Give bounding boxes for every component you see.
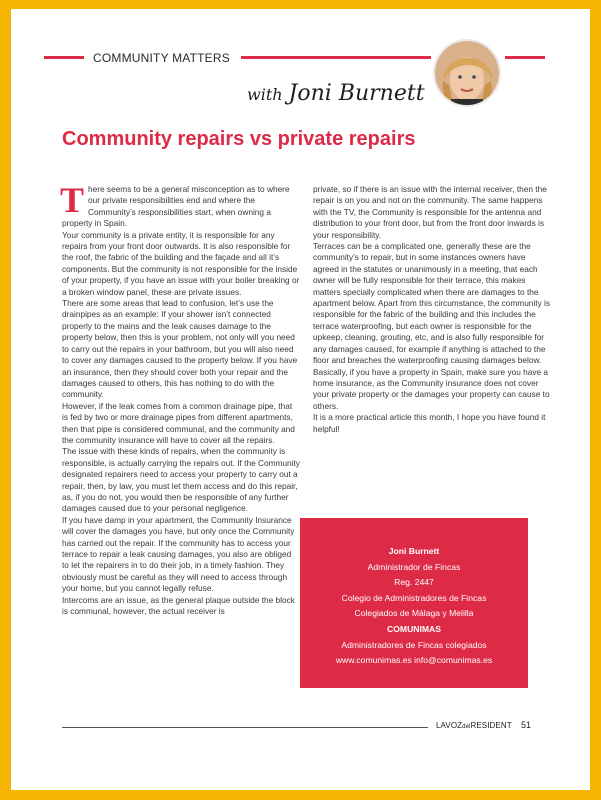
brand-part-b: del bbox=[462, 724, 471, 730]
contact-name: Joni Burnett bbox=[388, 546, 440, 556]
byline-name: Joni Burnett bbox=[288, 81, 425, 106]
publication-logo bbox=[436, 721, 512, 730]
contact-colegio-line1: Colegio de Administradores de Fincas bbox=[341, 592, 487, 603]
article-title: Community repairs vs private repairs bbox=[62, 128, 416, 150]
contact-colegio-line2: Colegiados de Málaga y Melilla bbox=[354, 608, 474, 619]
article-paragraph: Terraces can be a complicated one, generally these are the community’s to repair, but in some instances owners have agreed in the statutes or unanimously in a meeting, that each owner will be fully responsible for their terrace, this makes matters specially complicated when there are damages to the apartment below. Apart from this circumstance, the community is responsible for the fabric of the building and this includes the terrace waterproofing, but each owner is responsible for the upkeep, cleaning, grouting, etc, and is also fully responsible for any damages caused, for example if anything is attached to the floor and breaches the waterproofing causing damages below. bbox=[313, 241, 551, 366]
brand-part-a: LAVOZ bbox=[436, 721, 463, 730]
article-paragraph bbox=[60, 180, 300, 230]
article-paragraph: The issue with these kinds of repairs, when the community is responsible, is actually carrying the repairs out. If the Community designated repairers need to access your property to carry out a repair, then, by law, you must let them access and do this repair, as, if you do not, you would then be responsible of any further damages caused due to your personal negligence. bbox=[62, 446, 300, 514]
magazine-page bbox=[11, 9, 590, 790]
paragraph-text: here seems to be a general misconception as to where our private responsibilities end and where the Community’s responsibilities start, when owning a property in Spain. bbox=[62, 184, 290, 229]
page-number: 51 bbox=[521, 720, 532, 730]
contact-web-email: www.comunimas.es info@comunimas.es bbox=[335, 655, 493, 666]
article-paragraph: Your community is a private entity, it is responsible for any repairs from your front door outwards. It is also responsible for the roof, the fabric of the building and the façade and all it’s components. But the community is not responsible for the inside of your property, if you have an issue with your boiler breaking or a broken window panel, these are private issues. bbox=[62, 229, 300, 297]
section-kicker: COMMUNITY MATTERS bbox=[93, 51, 230, 65]
article-paragraph: If you have damp in your apartment, the Community Insurance will cover the damages you have, but only once the Community has carried out the repair. If the community has to access your terrace to repair a leak causing damages, you also are obliged to let the repairers in to do their job, in a timely fashion. They obviously must be careful as they will need to access through your home, but you cannot legally refuse. bbox=[62, 514, 295, 594]
contact-registration: Reg. 2447 bbox=[394, 577, 434, 588]
article-paragraph: It is a more practical article this month, I hope you have found it helpful! bbox=[313, 412, 546, 434]
article-paragraph: Intercoms are an issue, as the general plaque outside the block is communal, however, the actual receiver is bbox=[62, 594, 295, 617]
author-portrait-illustration bbox=[435, 41, 499, 105]
byline-prefix: with bbox=[247, 85, 283, 104]
brand-part-c: RESIDENT bbox=[470, 721, 512, 730]
header-rule-left bbox=[44, 56, 84, 59]
author-byline bbox=[247, 81, 425, 106]
contact-company: COMUNIMAS bbox=[387, 623, 441, 634]
contact-company-desc: Administradores de Fincas colegiados bbox=[341, 639, 487, 650]
article-paragraph: There are some areas that lead to confusion, let’s use the drainpipes as an example: If your shower isn’t connected properly to the mains and the leak causes damage to the property below, then this is your problem, not only will you need to carry out the repairs in your bathroom, but you will also need to cover any damages caused to the property below. If you have an insurance, then they should cover both your repair and the damages caused to others, this has nothing to do with the community. bbox=[62, 298, 298, 400]
footer-rule bbox=[62, 727, 428, 728]
article-paragraph: private, so if there is an issue with the internal receiver, then the repair is on you and not on the community. The same happens with the TV, the Community is responsible for the antenna and distribution to your front door, but from the front door inwards is your responsibility. bbox=[313, 184, 547, 240]
header-rule-right bbox=[241, 56, 431, 59]
header-rule-far-right bbox=[505, 56, 545, 59]
article-paragraph: Basically, if you have a property in Spain, make sure you have a home insurance, as the Community insurance does not cover your private property or the damages your property can cause to others. bbox=[313, 366, 550, 411]
author-photo bbox=[433, 39, 501, 107]
article-column-left bbox=[60, 180, 300, 617]
contact-role: Administrador de Fincas bbox=[367, 561, 461, 572]
article-paragraph: However, if the leak comes from a common drainage pipe, that is fed by two or more drainage pipes from different apartments, then that pipe is considered communal, and the community and the community insurance will have to cover all the repairs. bbox=[62, 400, 295, 445]
drop-cap: T bbox=[60, 180, 85, 220]
article-column-right bbox=[313, 184, 551, 435]
author-contact-box bbox=[300, 518, 528, 688]
